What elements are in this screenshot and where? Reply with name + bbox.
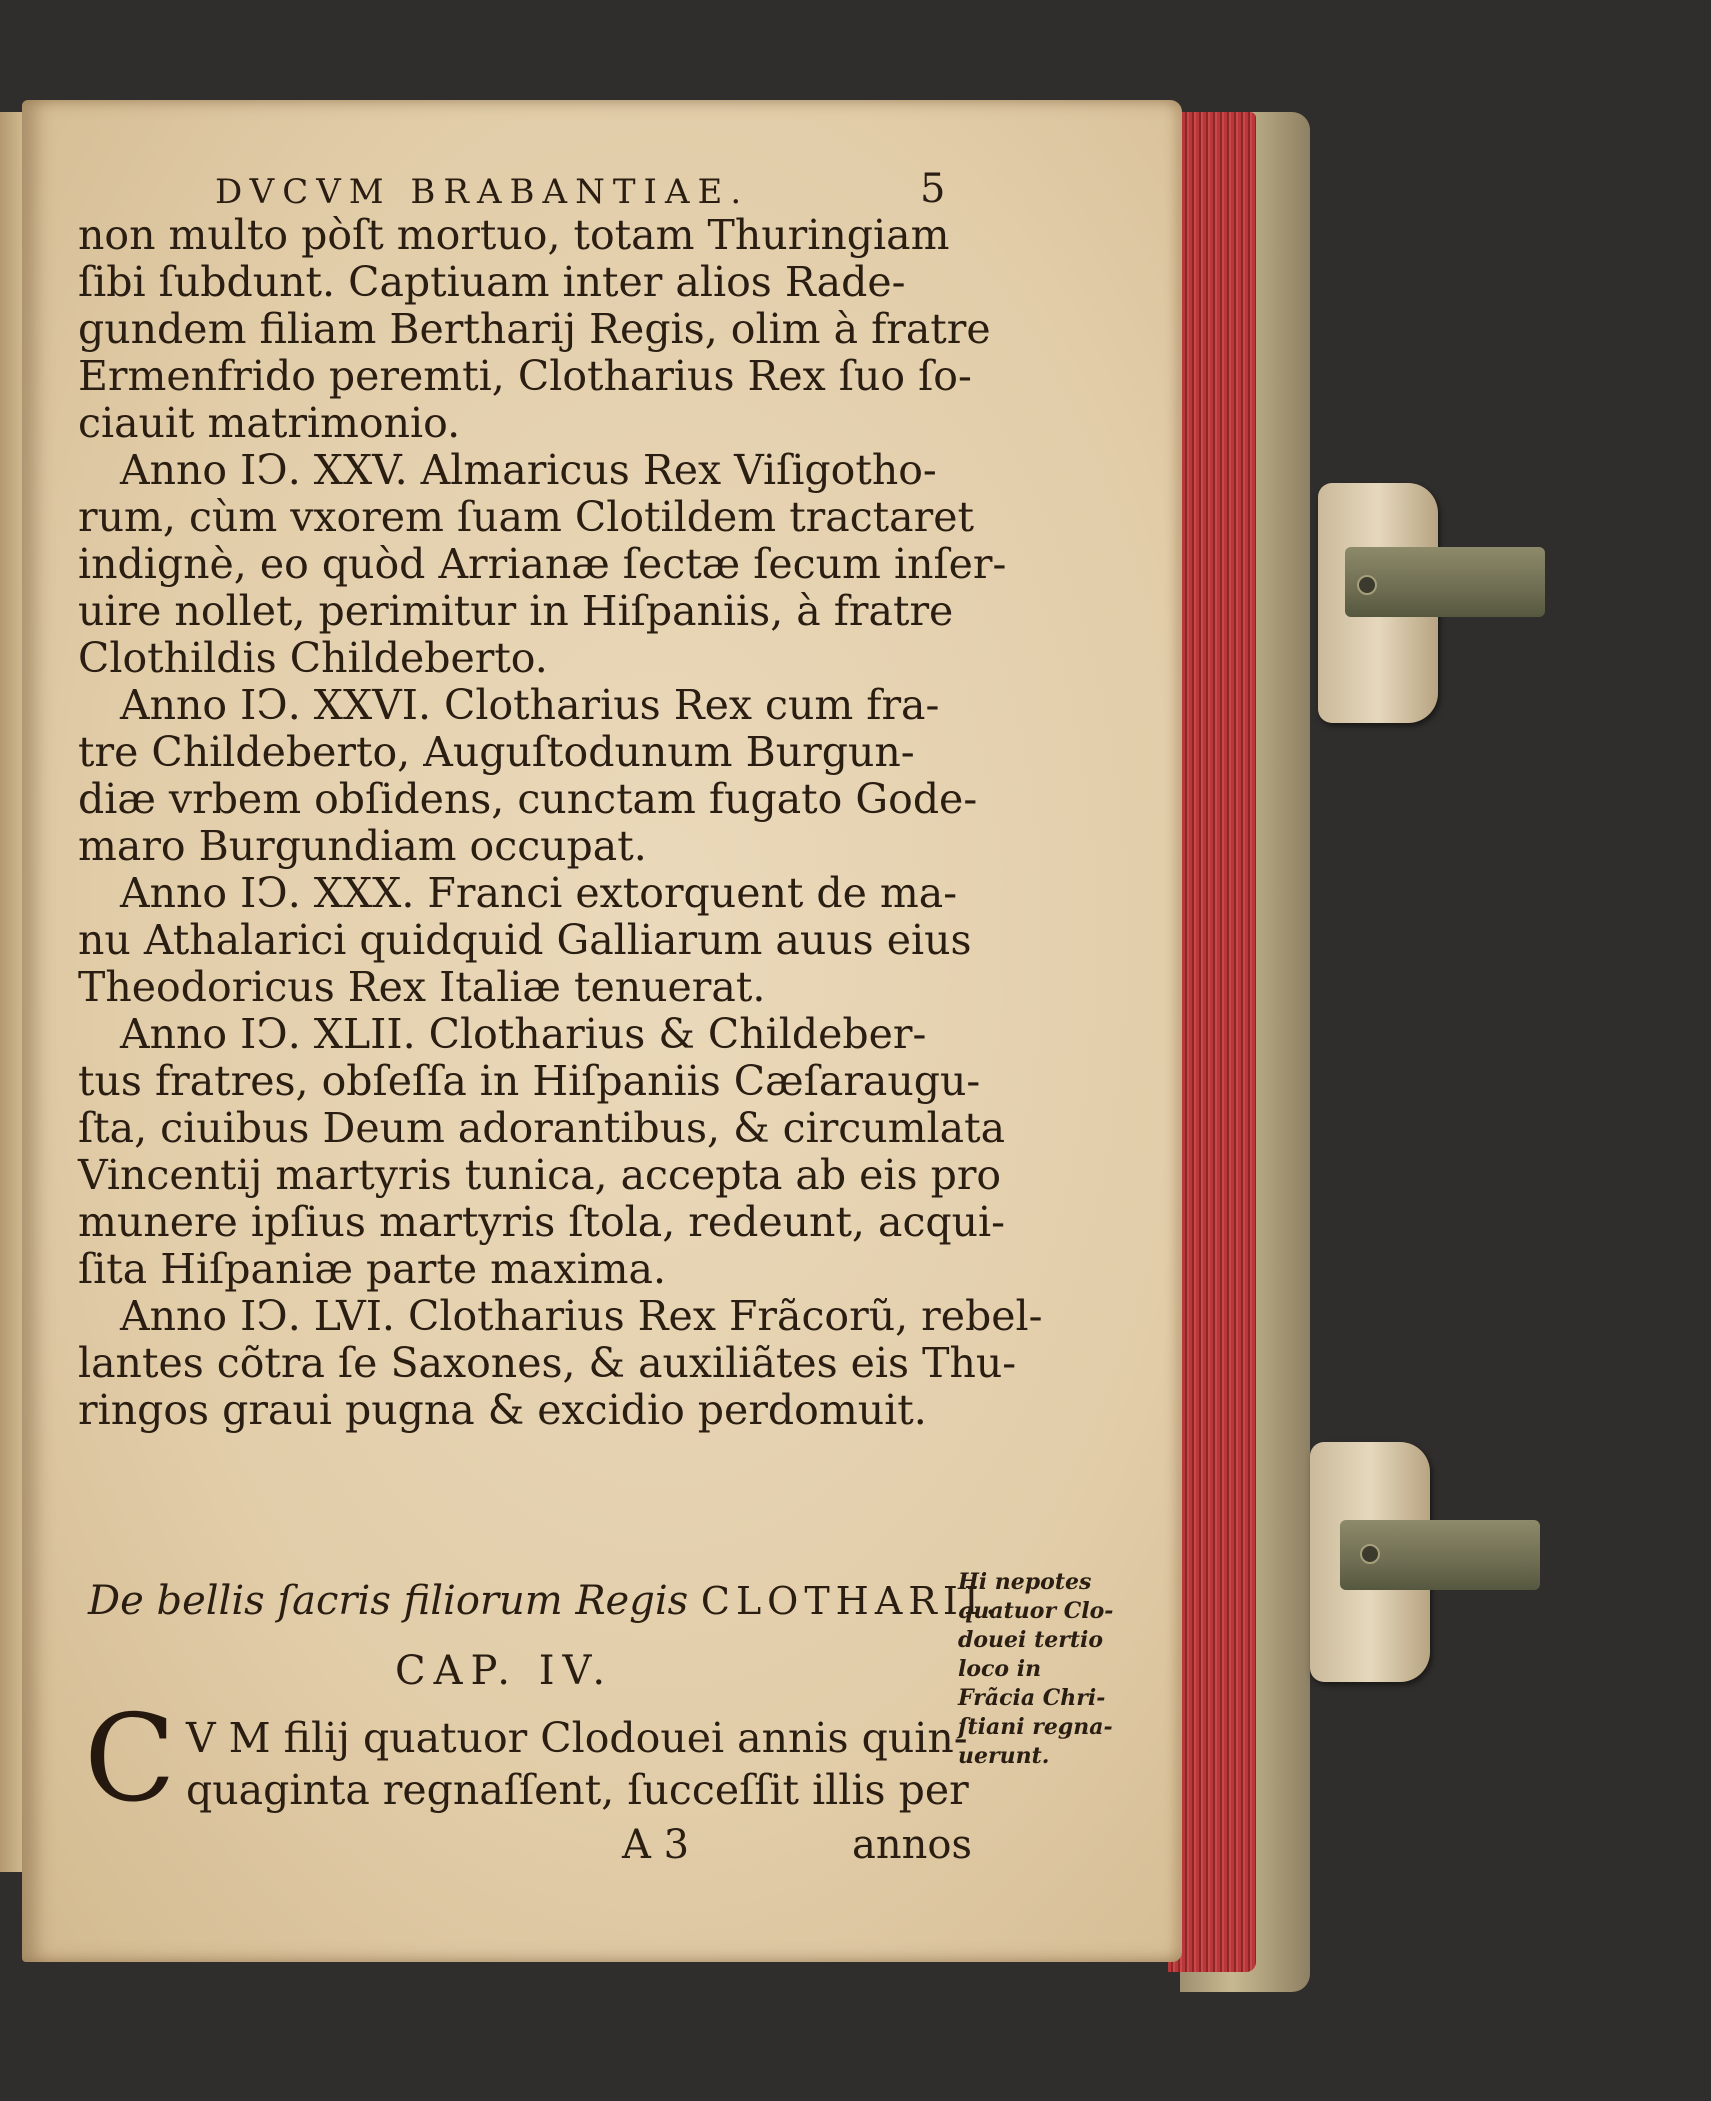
section-heading bbox=[88, 1578, 1003, 1624]
chapter-line: quaginta regnaſſent, ſucceſſit illis per bbox=[186, 1766, 969, 1814]
body-line: Anno IↃ. XLII. Clotharius & Childeber- bbox=[120, 1010, 927, 1058]
marginal-note-line: ſtiani regna- bbox=[958, 1714, 1113, 1740]
body-line: ſita Hiſpaniæ parte maxima. bbox=[78, 1245, 667, 1293]
body-line: non multo pòſt mortuo, totam Thuringiam bbox=[78, 211, 950, 259]
body-line: ciauit matrimonio. bbox=[78, 399, 461, 447]
body-line: rum, cùm vxorem ſuam Clotildem tractaret bbox=[78, 493, 974, 541]
page-number: 5 bbox=[920, 166, 946, 212]
marginal-note-line: douei tertio bbox=[958, 1627, 1104, 1653]
marginal-note bbox=[958, 1568, 1113, 1771]
marginal-note-line: uerunt. bbox=[958, 1743, 1050, 1769]
marginal-note-line: quatuor Clo- bbox=[958, 1598, 1114, 1624]
marginal-note-line: Hi nepotes bbox=[958, 1569, 1092, 1595]
body-line: ſta, ciuibus Deum adorantibus, & circumlata bbox=[78, 1104, 1006, 1152]
running-head: DVCVM BRABANTIAE. bbox=[215, 172, 750, 212]
body-line: diæ vrbem obſidens, cunctam fugato Gode- bbox=[78, 775, 978, 823]
body-line: gundem filiam Bertharij Regis, olim à fratre bbox=[78, 305, 991, 353]
body-line: lantes cõtra ſe Saxones, & auxiliãtes eis Thu- bbox=[78, 1339, 1017, 1387]
body-line: Anno IↃ. XXV. Almaricus Rex Viſigotho- bbox=[120, 446, 937, 494]
section-heading-caps: CLOTHARII. bbox=[700, 1579, 1003, 1623]
upper-clasp-rivet bbox=[1357, 575, 1377, 595]
body-line: Anno IↃ. XXX. Franci extorquent de ma- bbox=[120, 869, 958, 917]
body-line: nu Athalarici quidquid Galliarum auus eius bbox=[78, 916, 972, 964]
drop-cap: C bbox=[84, 1690, 176, 1829]
catchword: annos bbox=[852, 1822, 972, 1868]
chapter-line: V M filij quatuor Clodouei annis quin- bbox=[186, 1714, 968, 1762]
signature-mark: A 3 bbox=[622, 1822, 690, 1868]
body-line: tre Childeberto, Auguſtodunum Burgun- bbox=[78, 728, 915, 776]
body-line: Vincentij martyris tunica, accepta ab eis pro bbox=[78, 1151, 1002, 1199]
body-text bbox=[78, 211, 1043, 1434]
body-line: Ermenfrido peremti, Clotharius Rex ſuo ſo- bbox=[78, 352, 972, 400]
body-line: maro Burgundiam occupat. bbox=[78, 822, 647, 870]
marginal-note-line: Frãcia Chri- bbox=[958, 1685, 1106, 1711]
body-line: uire nollet, perimitur in Hiſpaniis, à fratre bbox=[78, 587, 954, 635]
section-heading-italic: De bellis ſacris filiorum Regis bbox=[88, 1578, 689, 1624]
body-line: ſibi ſubdunt. Captiuam inter alios Rade- bbox=[78, 258, 906, 306]
marginal-note-line: loco in bbox=[958, 1656, 1042, 1682]
lower-clasp-rivet bbox=[1360, 1544, 1380, 1564]
body-line: munere ipſius martyris ſtola, redeunt, acqui- bbox=[78, 1198, 1006, 1246]
chapter-text bbox=[186, 1712, 969, 1816]
body-line: tus fratres, obſeſſa in Hiſpaniis Cæſaraugu- bbox=[78, 1057, 981, 1105]
body-line: Theodoricus Rex Italiæ tenuerat. bbox=[78, 963, 766, 1011]
body-line: Anno IↃ. XXVI. Clotharius Rex cum fra- bbox=[120, 681, 940, 729]
body-line: Anno IↃ. LVI. Clotharius Rex Frãcorũ, rebel- bbox=[120, 1292, 1043, 1340]
body-line: indignè, eo quòd Arrianæ ſectæ ſecum inſer- bbox=[78, 540, 1007, 588]
body-line: ringos graui pugna & excidio perdomuit. bbox=[78, 1386, 927, 1434]
chapter-label: CAP. IV. bbox=[395, 1648, 614, 1694]
body-line: Clothildis Childeberto. bbox=[78, 634, 548, 682]
